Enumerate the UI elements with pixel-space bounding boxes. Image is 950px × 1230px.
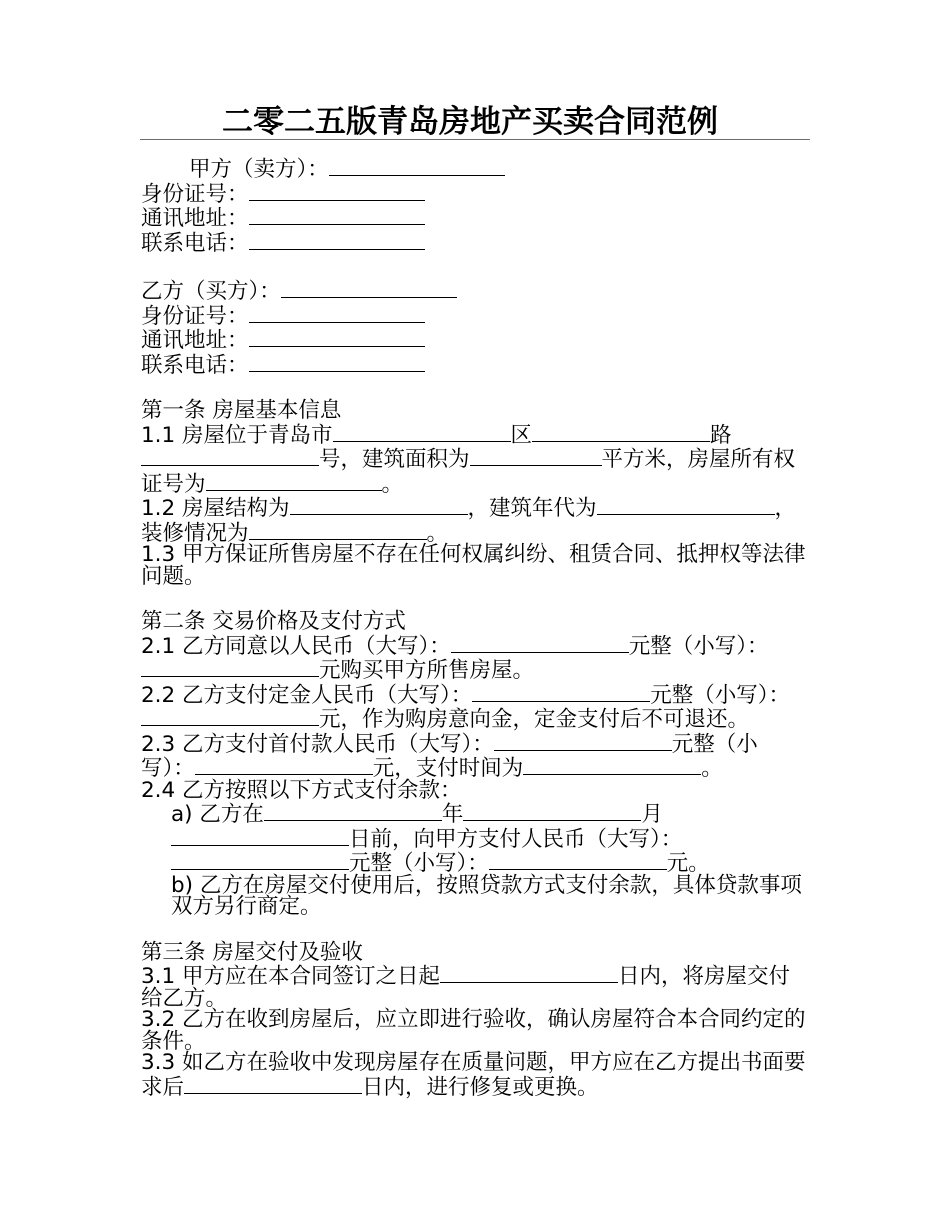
district-blank[interactable]	[333, 422, 511, 442]
price-lower-blank[interactable]	[141, 657, 319, 677]
seller-id-line	[141, 181, 809, 206]
article2-heading: 第二条 交易价格及支付方式	[141, 609, 406, 634]
clause-1-1	[141, 422, 809, 496]
delivery-days-blank[interactable]	[440, 963, 618, 983]
clause-2-3-text: 。	[701, 756, 723, 781]
seller-address-label: 通讯地址：	[141, 206, 249, 231]
day-blank[interactable]	[171, 826, 349, 846]
repair-days-blank[interactable]	[184, 1074, 362, 1094]
clause-1-1-text: 路	[710, 422, 732, 448]
clause-2-4-a-text: 日前，向甲方支付人民币（大写）：	[349, 826, 683, 852]
contract-body	[141, 156, 809, 1098]
clause-1-2-text: ，装修情况为	[141, 496, 797, 546]
clause-2-2	[141, 682, 809, 731]
clause-3-1	[141, 963, 809, 1009]
clause-3-1-text: 3.1 甲方应在本合同签订之日起	[141, 964, 441, 989]
clause-2-2-text: 元整（小写）：	[650, 682, 791, 708]
clause-1-1-text: 平方米，房屋所有权证号为	[141, 447, 796, 497]
seller-name-blank[interactable]	[329, 156, 505, 176]
clause-2-4-a-text: 月	[641, 802, 663, 827]
clause-2-4: 2.4 乙方按照以下方式支付余款：	[141, 777, 462, 803]
decoration-blank[interactable]	[249, 520, 427, 540]
seller-heading-line	[141, 156, 809, 181]
buyer-id-blank[interactable]	[249, 303, 425, 323]
area-blank[interactable]	[470, 446, 602, 466]
buyer-phone-blank[interactable]	[249, 352, 425, 372]
seller-id-label: 身份证号：	[141, 181, 249, 207]
spacer	[141, 254, 809, 278]
seller-heading: 甲方（卖方）：	[189, 157, 329, 182]
article3-heading: 第三条 房屋交付及验收	[141, 939, 363, 965]
article1-heading: 第一条 房屋基本信息	[141, 398, 342, 423]
clause-1-1-text: 区	[510, 422, 533, 448]
payment-time-blank[interactable]	[523, 755, 701, 775]
clause-3-1-text: 日内，将房屋交付给乙方。	[141, 964, 791, 1011]
clause-2-1-text: 元整（小写）：	[628, 633, 769, 659]
buyer-name-blank[interactable]	[281, 278, 457, 298]
balance-lower-blank[interactable]	[489, 850, 667, 870]
down-payment-upper-blank[interactable]	[494, 731, 672, 751]
seller-phone-label: 联系电话：	[141, 230, 249, 256]
seller-address-line	[141, 205, 809, 230]
clause-3-2: 3.2 乙方在收到房屋后，应立即进行验收，确认房屋符合本合同约定的条件。	[141, 1007, 806, 1054]
number-blank[interactable]	[141, 446, 319, 466]
clause-2-2-text: 2.2 乙方支付定金人民币（大写）：	[141, 682, 473, 708]
buyer-phone-label: 联系电话：	[141, 352, 249, 378]
buyer-heading-line	[141, 278, 809, 303]
price-upper-blank[interactable]	[451, 633, 629, 653]
clause-2-1-text: 元购买甲方所售房屋。	[319, 658, 535, 683]
deposit-lower-blank[interactable]	[141, 706, 319, 726]
road-blank[interactable]	[532, 422, 710, 442]
month-blank[interactable]	[463, 801, 641, 821]
seller-phone-line	[141, 230, 809, 255]
clause-2-4-b: b) 乙方在房屋交付使用后，按照贷款方式支付余款，具体贷款事项双方另行商定。	[171, 872, 802, 919]
clause-2-3	[141, 731, 809, 780]
balance-upper-blank[interactable]	[171, 850, 349, 870]
buyer-address-blank[interactable]	[249, 327, 425, 347]
clause-1-2	[141, 495, 809, 544]
clause-2-1	[141, 633, 809, 682]
buyer-address-label: 通讯地址：	[141, 328, 249, 353]
clause-2-4-a-text: 元整（小写）：	[349, 851, 489, 876]
clause-1-2-text: 。	[426, 520, 449, 546]
buyer-address-line	[141, 327, 809, 352]
title-underline	[140, 139, 810, 140]
clause-1-1-text: 号，建筑面积为	[319, 447, 470, 472]
spacer	[141, 376, 809, 400]
spacer	[141, 918, 809, 942]
clause-1-1-text: 1.1 房屋位于青岛市	[141, 422, 333, 448]
clause-1-2-text: 1.2 房屋结构为	[141, 496, 290, 521]
deposit-upper-blank[interactable]	[472, 682, 650, 702]
seller-phone-blank[interactable]	[249, 230, 425, 250]
buyer-heading: 乙方（买方）：	[141, 279, 281, 304]
clause-3-3-text: 日内，进行修复或更换。	[362, 1074, 599, 1100]
clause-1-2-text: ，建筑年代为	[467, 496, 597, 521]
clause-2-1-text: 2.1 乙方同意以人民币（大写）：	[141, 633, 451, 659]
clause-2-4-a-text: 年	[441, 802, 464, 827]
spacer	[141, 587, 809, 611]
clause-1-1-text: 。	[381, 471, 404, 497]
clause-3-3	[141, 1052, 809, 1098]
clause-2-3-text: 元整（小写）：	[141, 731, 758, 781]
document-title: 二零二五版青岛房地产买卖合同范例	[222, 104, 718, 140]
buyer-phone-line	[141, 352, 809, 377]
structure-blank[interactable]	[290, 495, 468, 515]
clause-2-4-a-text: a) 乙方在	[171, 802, 264, 827]
buyer-id-label: 身份证号：	[141, 303, 249, 329]
clause-2-3-text: 2.3 乙方支付首付款人民币（大写）：	[141, 731, 494, 757]
clause-2-2-text: 元，作为购房意向金，定金支付后不可退还。	[319, 707, 750, 732]
year-blank[interactable]	[264, 801, 442, 821]
clause-2-4-a	[141, 801, 809, 875]
clause-2-3-text: 元，支付时间为	[372, 756, 524, 781]
seller-address-blank[interactable]	[249, 205, 425, 225]
seller-id-blank[interactable]	[249, 181, 425, 201]
clause-1-3: 1.3 甲方保证所售房屋不存在任何权属纠纷、租赁合同、抵押权等法律问题。	[141, 542, 806, 589]
clause-2-4-a-text: 元。	[666, 851, 710, 876]
down-payment-lower-blank[interactable]	[195, 755, 373, 775]
buyer-id-line	[141, 303, 809, 328]
build-year-blank[interactable]	[597, 495, 775, 515]
clause-3-3-text: 3.3 如乙方在验收中发现房屋存在质量问题，甲方应在乙方提出书面要求后	[141, 1050, 806, 1100]
certificate-blank[interactable]	[206, 471, 382, 491]
